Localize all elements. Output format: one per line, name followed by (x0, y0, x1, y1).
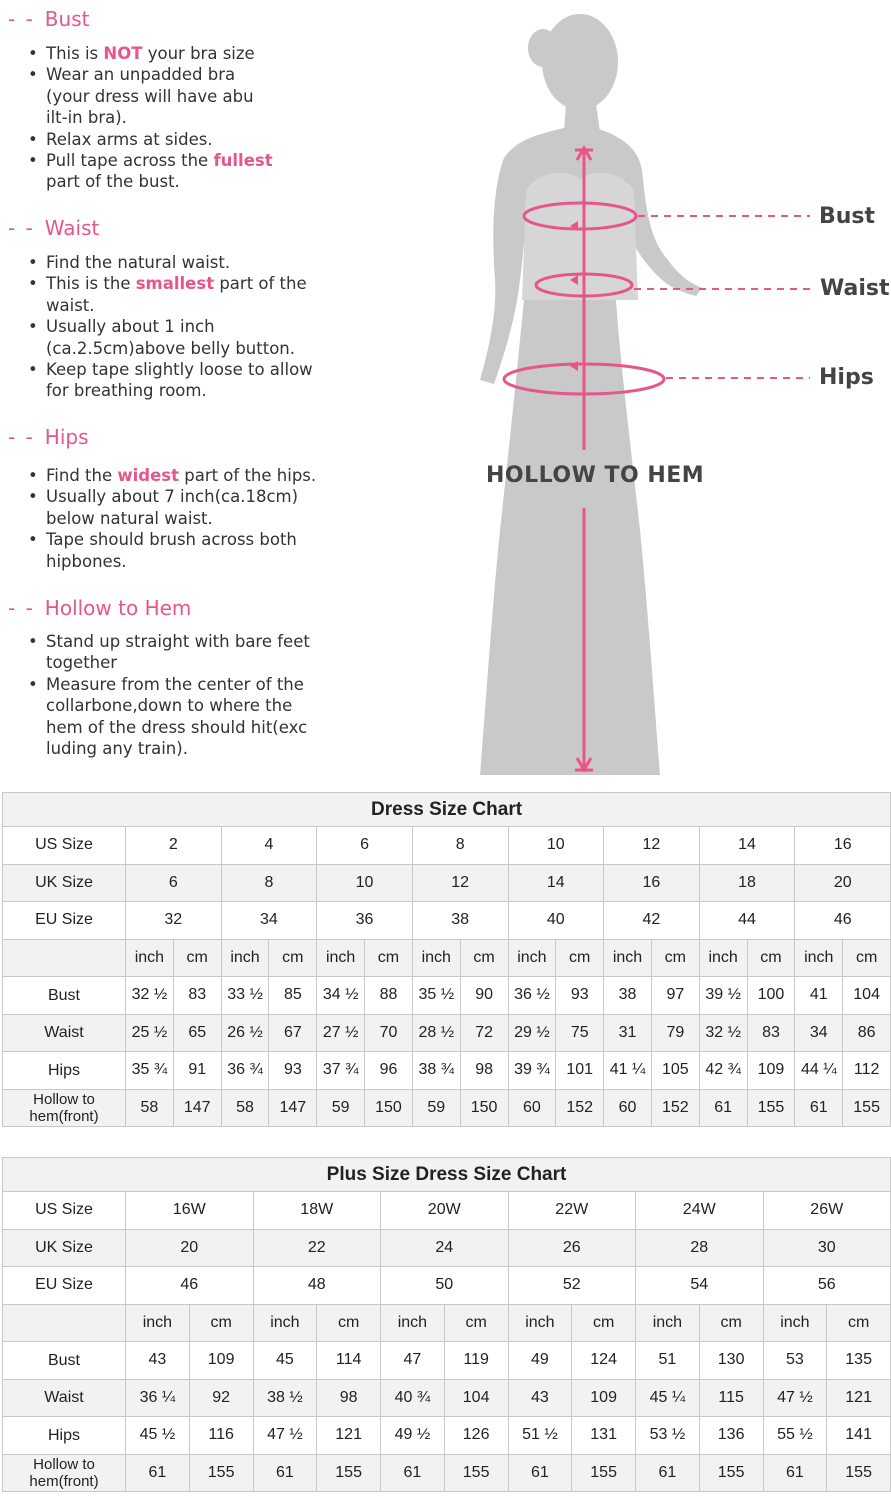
value-cm: 85 (269, 977, 317, 1015)
value-inch: 61 (636, 1454, 700, 1492)
instruction-item: • Keep tape slightly loose to allow for breathing room. (28, 359, 313, 402)
unit-cm: cm (269, 939, 317, 977)
table-row (3, 902, 891, 940)
value-cm: 155 (827, 1454, 891, 1492)
value-inch: 44 ¼ (795, 1052, 843, 1090)
value-inch: 61 (381, 1454, 445, 1492)
table-row (3, 1089, 891, 1127)
value-inch: 25 ½ (126, 1014, 174, 1052)
value-inch: 47 (381, 1342, 445, 1380)
table-title: Plus Size Dress Size Chart (3, 1158, 891, 1192)
plus-size-dress-size-chart (2, 1157, 891, 1492)
unit-cm: cm (747, 939, 795, 977)
unit-cm: cm (827, 1304, 891, 1342)
table-row (3, 1379, 891, 1417)
value-cm: 155 (317, 1454, 381, 1492)
dress-size-chart (2, 792, 891, 1127)
value-inch: 55 ½ (763, 1417, 827, 1455)
uk-size: 8 (221, 864, 317, 902)
instruction-item: • Stand up straight with bare feet together (28, 631, 310, 674)
value-inch: 36 ½ (508, 977, 556, 1015)
value-cm: 124 (572, 1342, 636, 1380)
callout-leaders (634, 216, 810, 378)
value-cm: 104 (444, 1379, 508, 1417)
row-label (3, 939, 126, 977)
unit-inch: inch (126, 1304, 190, 1342)
value-inch: 26 ½ (221, 1014, 269, 1052)
table-title-row (3, 793, 891, 827)
instruction-item: • This is the smallest part of the waist. (28, 273, 313, 316)
value-cm: 98 (460, 1052, 508, 1090)
value-inch: 47 ½ (253, 1417, 317, 1455)
us-size: 2 (126, 827, 222, 865)
value-inch: 41 (795, 977, 843, 1015)
value-cm: 70 (365, 1014, 413, 1052)
uk-size: 22 (253, 1229, 381, 1267)
value-cm: 100 (747, 977, 795, 1015)
value-inch: 38 ½ (253, 1379, 317, 1417)
callout-hips: Hips (819, 365, 874, 390)
callout-bust: Bust (819, 204, 876, 229)
us-size: 16W (126, 1192, 254, 1230)
section-title-waist: - - Waist (8, 216, 100, 240)
row-label: Hollow to hem(front) (3, 1089, 126, 1127)
value-inch: 61 (763, 1454, 827, 1492)
value-inch: 31 (604, 1014, 652, 1052)
value-inch: 49 ½ (381, 1417, 445, 1455)
uk-size: 18 (699, 864, 795, 902)
table-row (3, 827, 891, 865)
value-inch: 33 ½ (221, 977, 269, 1015)
value-cm: 130 (699, 1342, 763, 1380)
value-cm: 88 (365, 977, 413, 1015)
unit-inch: inch (795, 939, 843, 977)
us-size: 8 (412, 827, 508, 865)
eu-size: 50 (381, 1267, 509, 1305)
value-inch: 42 ¾ (699, 1052, 747, 1090)
value-cm: 109 (572, 1379, 636, 1417)
value-inch: 45 (253, 1342, 317, 1380)
value-cm: 109 (747, 1052, 795, 1090)
eu-size: 56 (763, 1267, 891, 1305)
value-cm: 155 (444, 1454, 508, 1492)
value-cm: 104 (843, 977, 891, 1015)
value-cm: 105 (651, 1052, 699, 1090)
eu-size: 48 (253, 1267, 381, 1305)
value-cm: 150 (460, 1089, 508, 1127)
value-cm: 147 (269, 1089, 317, 1127)
value-inch: 43 (508, 1379, 572, 1417)
unit-inch: inch (412, 939, 460, 977)
uk-size: 6 (126, 864, 222, 902)
us-size: 22W (508, 1192, 636, 1230)
value-inch: 53 (763, 1342, 827, 1380)
value-inch: 47 ½ (763, 1379, 827, 1417)
instruction-item: • Find the natural waist. (28, 252, 313, 273)
uk-size: 20 (126, 1229, 254, 1267)
value-inch: 60 (508, 1089, 556, 1127)
unit-inch: inch (253, 1304, 317, 1342)
row-label: Bust (3, 977, 126, 1015)
section-title-bust: - - Bust (8, 7, 90, 31)
table-row (3, 1192, 891, 1230)
hips-instructions (28, 465, 316, 572)
value-cm: 155 (843, 1089, 891, 1127)
unit-inch: inch (508, 939, 556, 977)
value-inch: 27 ½ (317, 1014, 365, 1052)
value-inch: 36 ¼ (126, 1379, 190, 1417)
value-cm: 65 (173, 1014, 221, 1052)
value-inch: 61 (126, 1454, 190, 1492)
value-cm: 91 (173, 1052, 221, 1090)
instruction-item: • Tape should brush across both hipbones. (28, 529, 316, 572)
eu-size: 46 (795, 902, 891, 940)
row-label: US Size (3, 827, 126, 865)
value-cm: 96 (365, 1052, 413, 1090)
value-cm: 147 (173, 1089, 221, 1127)
table-row (3, 1417, 891, 1455)
unit-cm: cm (572, 1304, 636, 1342)
row-label: UK Size (3, 864, 126, 902)
table-row (3, 1304, 891, 1342)
us-size: 20W (381, 1192, 509, 1230)
value-inch: 32 ½ (126, 977, 174, 1015)
value-inch: 51 ½ (508, 1417, 572, 1455)
eu-size: 44 (699, 902, 795, 940)
us-size: 10 (508, 827, 604, 865)
unit-cm: cm (365, 939, 413, 977)
value-inch: 41 ¼ (604, 1052, 652, 1090)
table-row (3, 1342, 891, 1380)
row-label: EU Size (3, 1267, 126, 1305)
value-cm: 155 (572, 1454, 636, 1492)
section-title-hips: - - Hips (8, 425, 89, 449)
value-inch: 58 (126, 1089, 174, 1127)
eu-size: 40 (508, 902, 604, 940)
us-size: 12 (604, 827, 700, 865)
row-label: US Size (3, 1192, 126, 1230)
table-row (3, 1052, 891, 1090)
table-row (3, 939, 891, 977)
value-cm: 116 (189, 1417, 253, 1455)
us-size: 18W (253, 1192, 381, 1230)
eu-size: 46 (126, 1267, 254, 1305)
table-title-row (3, 1158, 891, 1192)
value-inch: 34 ½ (317, 977, 365, 1015)
row-label: Hips (3, 1052, 126, 1090)
unit-cm: cm (189, 1304, 253, 1342)
table-row (3, 1014, 891, 1052)
eu-size: 32 (126, 902, 222, 940)
instruction-item: • Find the widest part of the hips. (28, 465, 316, 486)
value-cm: 93 (556, 977, 604, 1015)
unit-inch: inch (381, 1304, 445, 1342)
value-cm: 155 (747, 1089, 795, 1127)
value-inch: 61 (795, 1089, 843, 1127)
waist-instructions (28, 252, 313, 402)
value-inch: 32 ½ (699, 1014, 747, 1052)
unit-inch: inch (636, 1304, 700, 1342)
eu-size: 36 (317, 902, 413, 940)
highlight-word: NOT (103, 44, 143, 63)
row-label: Hollow to hem(front) (3, 1454, 126, 1492)
row-label: EU Size (3, 902, 126, 940)
table-row (3, 1454, 891, 1492)
uk-size: 16 (604, 864, 700, 902)
value-inch: 35 ½ (412, 977, 460, 1015)
value-inch: 45 ½ (126, 1417, 190, 1455)
value-inch: 58 (221, 1089, 269, 1127)
value-inch: 28 ½ (412, 1014, 460, 1052)
value-cm: 126 (444, 1417, 508, 1455)
unit-cm: cm (317, 1304, 381, 1342)
value-cm: 90 (460, 977, 508, 1015)
row-label: UK Size (3, 1229, 126, 1267)
eu-size: 38 (412, 902, 508, 940)
highlight-word: widest (117, 466, 179, 485)
value-inch: 45 ¼ (636, 1379, 700, 1417)
us-size: 26W (763, 1192, 891, 1230)
uk-size: 26 (508, 1229, 636, 1267)
unit-cm: cm (651, 939, 699, 977)
eu-size: 42 (604, 902, 700, 940)
value-cm: 93 (269, 1052, 317, 1090)
value-inch: 36 ¾ (221, 1052, 269, 1090)
eu-size: 52 (508, 1267, 636, 1305)
value-cm: 109 (189, 1342, 253, 1380)
value-cm: 114 (317, 1342, 381, 1380)
value-inch: 39 ½ (699, 977, 747, 1015)
uk-size: 30 (763, 1229, 891, 1267)
unit-inch: inch (126, 939, 174, 977)
value-inch: 35 ¾ (126, 1052, 174, 1090)
unit-inch: inch (763, 1304, 827, 1342)
value-inch: 61 (699, 1089, 747, 1127)
value-cm: 121 (827, 1379, 891, 1417)
value-inch: 51 (636, 1342, 700, 1380)
instruction-item: • Usually about 1 inch (ca.2.5cm)above belly button. (28, 316, 313, 359)
value-inch: 43 (126, 1342, 190, 1380)
uk-size: 14 (508, 864, 604, 902)
value-cm: 121 (317, 1417, 381, 1455)
callout-waist: Waist (820, 276, 890, 301)
value-cm: 97 (651, 977, 699, 1015)
hollow-to-hem-instructions (28, 631, 310, 759)
unit-inch: inch (604, 939, 652, 977)
value-inch: 29 ½ (508, 1014, 556, 1052)
highlight-word: fullest (213, 151, 273, 171)
value-inch: 61 (253, 1454, 317, 1492)
value-cm: 67 (269, 1014, 317, 1052)
highlight-word: smallest (135, 274, 215, 294)
value-cm: 150 (365, 1089, 413, 1127)
uk-size: 24 (381, 1229, 509, 1267)
value-inch: 39 ¾ (508, 1052, 556, 1090)
unit-cm: cm (460, 939, 508, 977)
value-cm: 141 (827, 1417, 891, 1455)
table-row (3, 977, 891, 1015)
table-row (3, 1229, 891, 1267)
value-cm: 155 (189, 1454, 253, 1492)
value-inch: 37 ¾ (317, 1052, 365, 1090)
instruction-item: • Usually about 7 inch(ca.18cm) below natural waist. (28, 486, 316, 529)
table-row (3, 864, 891, 902)
value-cm: 135 (827, 1342, 891, 1380)
body-measurement-figure (420, 0, 891, 790)
unit-inch: inch (508, 1304, 572, 1342)
unit-cm: cm (556, 939, 604, 977)
value-inch: 53 ½ (636, 1417, 700, 1455)
value-cm: 98 (317, 1379, 381, 1417)
instruction-item: • Pull tape across the fullest part of the bust. (28, 150, 273, 193)
eu-size: 34 (221, 902, 317, 940)
row-label: Hips (3, 1417, 126, 1455)
value-cm: 155 (699, 1454, 763, 1492)
value-inch: 61 (508, 1454, 572, 1492)
value-inch: 34 (795, 1014, 843, 1052)
unit-inch: inch (699, 939, 747, 977)
value-cm: 79 (651, 1014, 699, 1052)
callout-hollow-to-hem: HOLLOW TO HEM (486, 463, 705, 488)
value-inch: 59 (317, 1089, 365, 1127)
value-cm: 86 (843, 1014, 891, 1052)
table-row (3, 1267, 891, 1305)
value-cm: 83 (173, 977, 221, 1015)
row-label: Waist (3, 1014, 126, 1052)
value-inch: 59 (412, 1089, 460, 1127)
instruction-item: • Measure from the center of the collarbone,down to where the hem of the dress should hit(exc luding any train). (28, 674, 310, 760)
row-label (3, 1304, 126, 1342)
value-cm: 152 (556, 1089, 604, 1127)
value-inch: 49 (508, 1342, 572, 1380)
table-title: Dress Size Chart (3, 793, 891, 827)
unit-inch: inch (221, 939, 269, 977)
value-cm: 83 (747, 1014, 795, 1052)
bust-instructions (28, 43, 273, 193)
value-inch: 38 ¾ (412, 1052, 460, 1090)
value-inch: 60 (604, 1089, 652, 1127)
value-cm: 75 (556, 1014, 604, 1052)
value-cm: 115 (699, 1379, 763, 1417)
section-title-hollow-to-hem: - - Hollow to Hem (8, 596, 192, 620)
value-inch: 38 (604, 977, 652, 1015)
value-cm: 112 (843, 1052, 891, 1090)
figure-illustration (420, 0, 891, 790)
value-cm: 119 (444, 1342, 508, 1380)
instruction-item: • This is NOT your bra size (28, 43, 273, 64)
value-inch: 40 ¾ (381, 1379, 445, 1417)
instruction-item: • Relax arms at sides. (28, 129, 273, 150)
uk-size: 20 (795, 864, 891, 902)
us-size: 6 (317, 827, 413, 865)
row-label: Bust (3, 1342, 126, 1380)
value-cm: 152 (651, 1089, 699, 1127)
us-size: 16 (795, 827, 891, 865)
uk-size: 10 (317, 864, 413, 902)
value-cm: 131 (572, 1417, 636, 1455)
us-size: 4 (221, 827, 317, 865)
uk-size: 28 (636, 1229, 764, 1267)
row-label: Waist (3, 1379, 126, 1417)
unit-cm: cm (173, 939, 221, 977)
unit-cm: cm (843, 939, 891, 977)
eu-size: 54 (636, 1267, 764, 1305)
value-cm: 101 (556, 1052, 604, 1090)
us-size: 24W (636, 1192, 764, 1230)
uk-size: 12 (412, 864, 508, 902)
us-size: 14 (699, 827, 795, 865)
unit-cm: cm (699, 1304, 763, 1342)
value-cm: 136 (699, 1417, 763, 1455)
unit-inch: inch (317, 939, 365, 977)
value-cm: 92 (189, 1379, 253, 1417)
unit-cm: cm (444, 1304, 508, 1342)
value-cm: 72 (460, 1014, 508, 1052)
instruction-item: • Wear an unpadded bra (your dress will have abu ilt-in bra). (28, 64, 273, 128)
